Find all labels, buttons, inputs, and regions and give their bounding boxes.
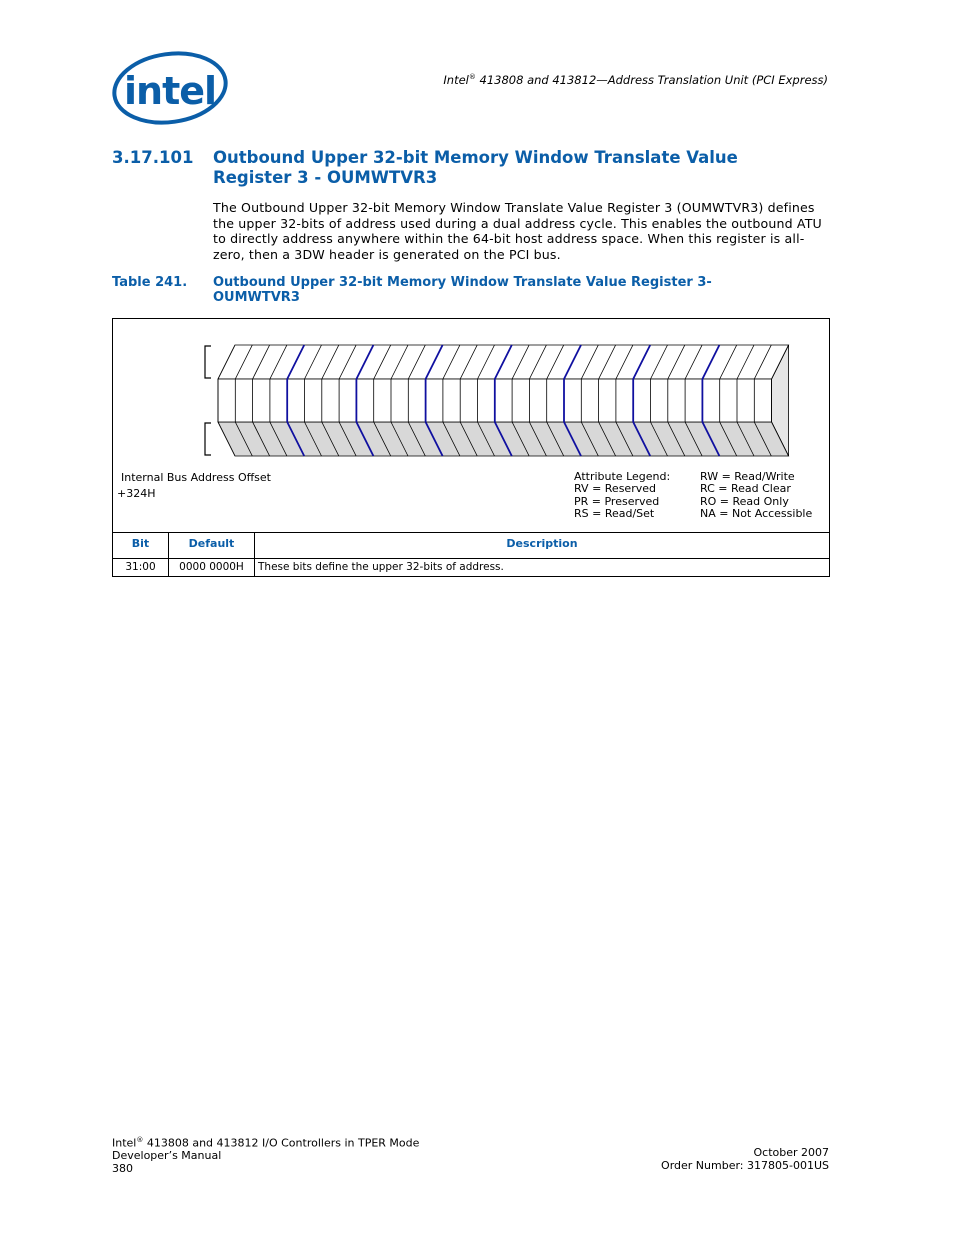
- footer-right: [661, 1147, 829, 1172]
- footer-doc-title: 413808 and 413812 I/O Controllers in TPER Mode: [146, 1136, 420, 1150]
- footer-registered-mark: ®: [136, 1136, 144, 1144]
- offset-label: Internal Bus Address Offset: [121, 471, 271, 484]
- section-title: Outbound Upper 32-bit Memory Window Translate Value Register 3 - OUMWTVR3: [213, 148, 738, 187]
- legend-entry: RV = Reserved: [574, 482, 656, 496]
- column-header-default: Default: [188, 537, 235, 550]
- legend-entry: NA = Not Accessible: [700, 507, 813, 521]
- header-registered-mark: ®: [468, 73, 476, 82]
- page-number: 380: [112, 1161, 133, 1175]
- legend-entry: RC = Read Clear: [700, 482, 791, 496]
- offset-value: +324H: [117, 487, 156, 500]
- legend-entry: PR = Preserved: [574, 494, 660, 508]
- section-number: 3.17.101: [112, 148, 194, 167]
- footer-order-number: Order Number: 317805-001US: [661, 1158, 829, 1172]
- attribute-legend-right: [700, 471, 812, 521]
- footer-brand: Intel: [112, 1136, 137, 1150]
- column-header-bit: Bit: [131, 537, 150, 550]
- footer-date: October 2007: [753, 1146, 829, 1159]
- column-header-description: Description: [506, 537, 578, 550]
- legend-entry: RO = Read Only: [700, 494, 789, 508]
- running-header: [443, 73, 828, 87]
- legend-entry: RW = Read/Write: [700, 470, 795, 483]
- table-title: Outbound Upper 32-bit Memory Window Translate Value Register 3- OUMWTVR3: [213, 275, 712, 305]
- legend-entry: RS = Read/Set: [574, 507, 655, 521]
- logo-wordmark: intel: [124, 69, 217, 113]
- row-bracket-top: [205, 346, 211, 378]
- cell-bit: 31:00: [125, 561, 156, 573]
- header-brand: Intel: [443, 73, 469, 87]
- row-bracket-bottom: [205, 423, 211, 455]
- section-paragraph: The Outbound Upper 32-bit Memory Window Translate Value Register 3 (OUMWTVR3) defines the upper 32-bits of address used during a dual address cycle. This enables the outbound ATU to directly address anywhere within the 64-bit host address space. When this register is all-zero, then a 3DW header is generated on the PCI bus.: [213, 200, 822, 263]
- cell-description: These bits define the upper 32-bits of address.: [258, 561, 504, 573]
- table-rule: [113, 558, 829, 559]
- intel-logo: [108, 48, 228, 126]
- table-number: Table 241.: [112, 275, 188, 290]
- footer-left: [112, 1134, 419, 1175]
- footer-doc-type: Developer’s Manual: [112, 1149, 222, 1163]
- register-table: [112, 318, 830, 577]
- table-rule: [113, 532, 829, 533]
- legend-title: Attribute Legend:: [574, 470, 671, 483]
- header-running-title: 413808 and 413812—Address Translation Unit (PCI Express): [479, 73, 828, 87]
- attribute-legend-left: [574, 471, 670, 521]
- bit-field-diagram: [113, 319, 829, 469]
- cell-default: 0000 0000H: [179, 561, 244, 573]
